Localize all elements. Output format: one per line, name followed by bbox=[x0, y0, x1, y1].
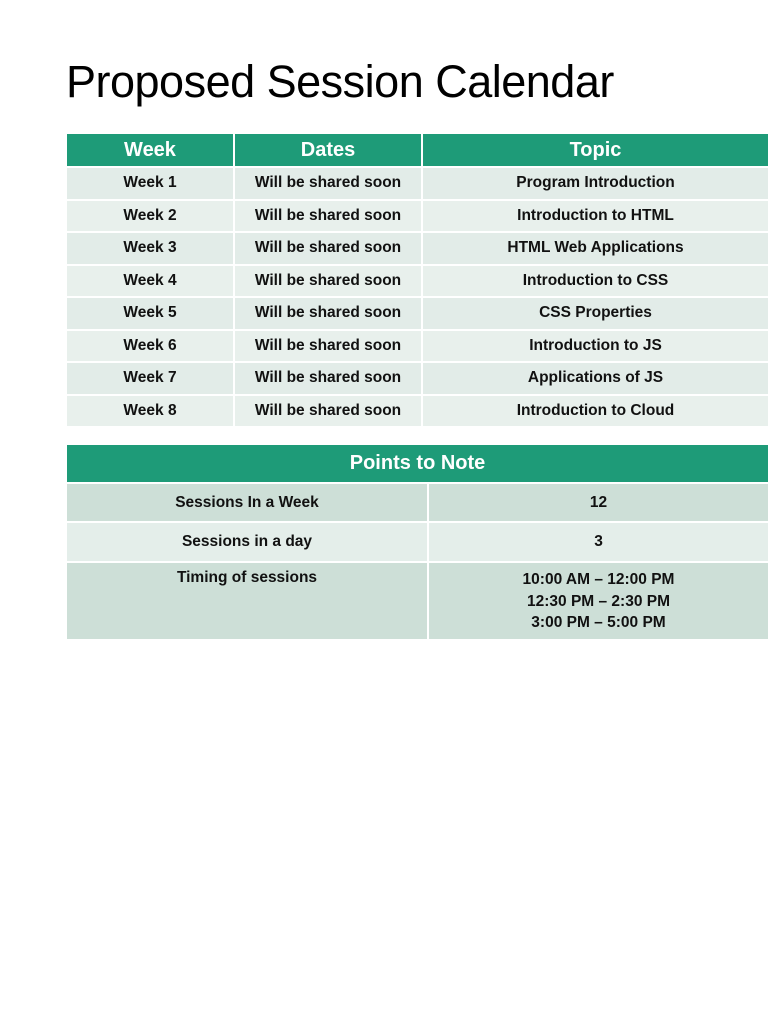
week-cell: Week 5 bbox=[67, 297, 234, 330]
week-cell: Week 2 bbox=[67, 200, 234, 233]
table-row bbox=[67, 297, 768, 330]
table-row bbox=[67, 167, 768, 200]
note-row-sessions-per-week bbox=[67, 483, 768, 522]
week-cell: Week 1 bbox=[67, 167, 234, 200]
dates-cell: Will be shared soon bbox=[234, 200, 422, 233]
topic-cell: HTML Web Applications bbox=[422, 232, 768, 265]
table-row bbox=[67, 265, 768, 298]
note-label: Timing of sessions bbox=[67, 562, 428, 639]
dates-cell: Will be shared soon bbox=[234, 265, 422, 298]
notes-header: Points to Note bbox=[67, 445, 768, 483]
dates-cell: Will be shared soon bbox=[234, 297, 422, 330]
column-header-dates: Dates bbox=[234, 134, 422, 167]
table-row bbox=[67, 362, 768, 395]
table-row bbox=[67, 232, 768, 265]
topic-cell: CSS Properties bbox=[422, 297, 768, 330]
column-header-week: Week bbox=[67, 134, 234, 167]
topic-cell: Program Introduction bbox=[422, 167, 768, 200]
timing-slot: 3:00 PM – 5:00 PM bbox=[531, 614, 666, 631]
table-header-row bbox=[67, 134, 768, 167]
topic-cell: Introduction to Cloud bbox=[422, 395, 768, 427]
note-value: 12 bbox=[428, 483, 768, 522]
note-value: 3 bbox=[428, 522, 768, 562]
topic-cell: Introduction to HTML bbox=[422, 200, 768, 233]
topic-cell: Applications of JS bbox=[422, 362, 768, 395]
points-to-note-table bbox=[67, 445, 768, 639]
note-row-timing bbox=[67, 562, 768, 639]
week-cell: Week 3 bbox=[67, 232, 234, 265]
dates-cell: Will be shared soon bbox=[234, 232, 422, 265]
session-schedule-table bbox=[67, 134, 768, 426]
timing-slot: 10:00 AM – 12:00 PM bbox=[522, 571, 675, 588]
note-label: Sessions In a Week bbox=[67, 483, 428, 522]
topic-cell: Introduction to JS bbox=[422, 330, 768, 363]
note-value-timings bbox=[428, 562, 768, 639]
dates-cell: Will be shared soon bbox=[234, 167, 422, 200]
column-header-topic: Topic bbox=[422, 134, 768, 167]
week-cell: Week 8 bbox=[67, 395, 234, 427]
table-row bbox=[67, 395, 768, 427]
week-cell: Week 4 bbox=[67, 265, 234, 298]
page-title: Proposed Session Calendar bbox=[66, 56, 614, 107]
dates-cell: Will be shared soon bbox=[234, 362, 422, 395]
notes-header-row bbox=[67, 445, 768, 483]
week-cell: Week 6 bbox=[67, 330, 234, 363]
dates-cell: Will be shared soon bbox=[234, 330, 422, 363]
note-row-sessions-per-day bbox=[67, 522, 768, 562]
dates-cell: Will be shared soon bbox=[234, 395, 422, 427]
timing-slot: 12:30 PM – 2:30 PM bbox=[527, 592, 671, 610]
topic-cell: Introduction to CSS bbox=[422, 265, 768, 298]
note-label: Sessions in a day bbox=[67, 522, 428, 562]
week-cell: Week 7 bbox=[67, 362, 234, 395]
table-row bbox=[67, 200, 768, 233]
table-row bbox=[67, 330, 768, 363]
